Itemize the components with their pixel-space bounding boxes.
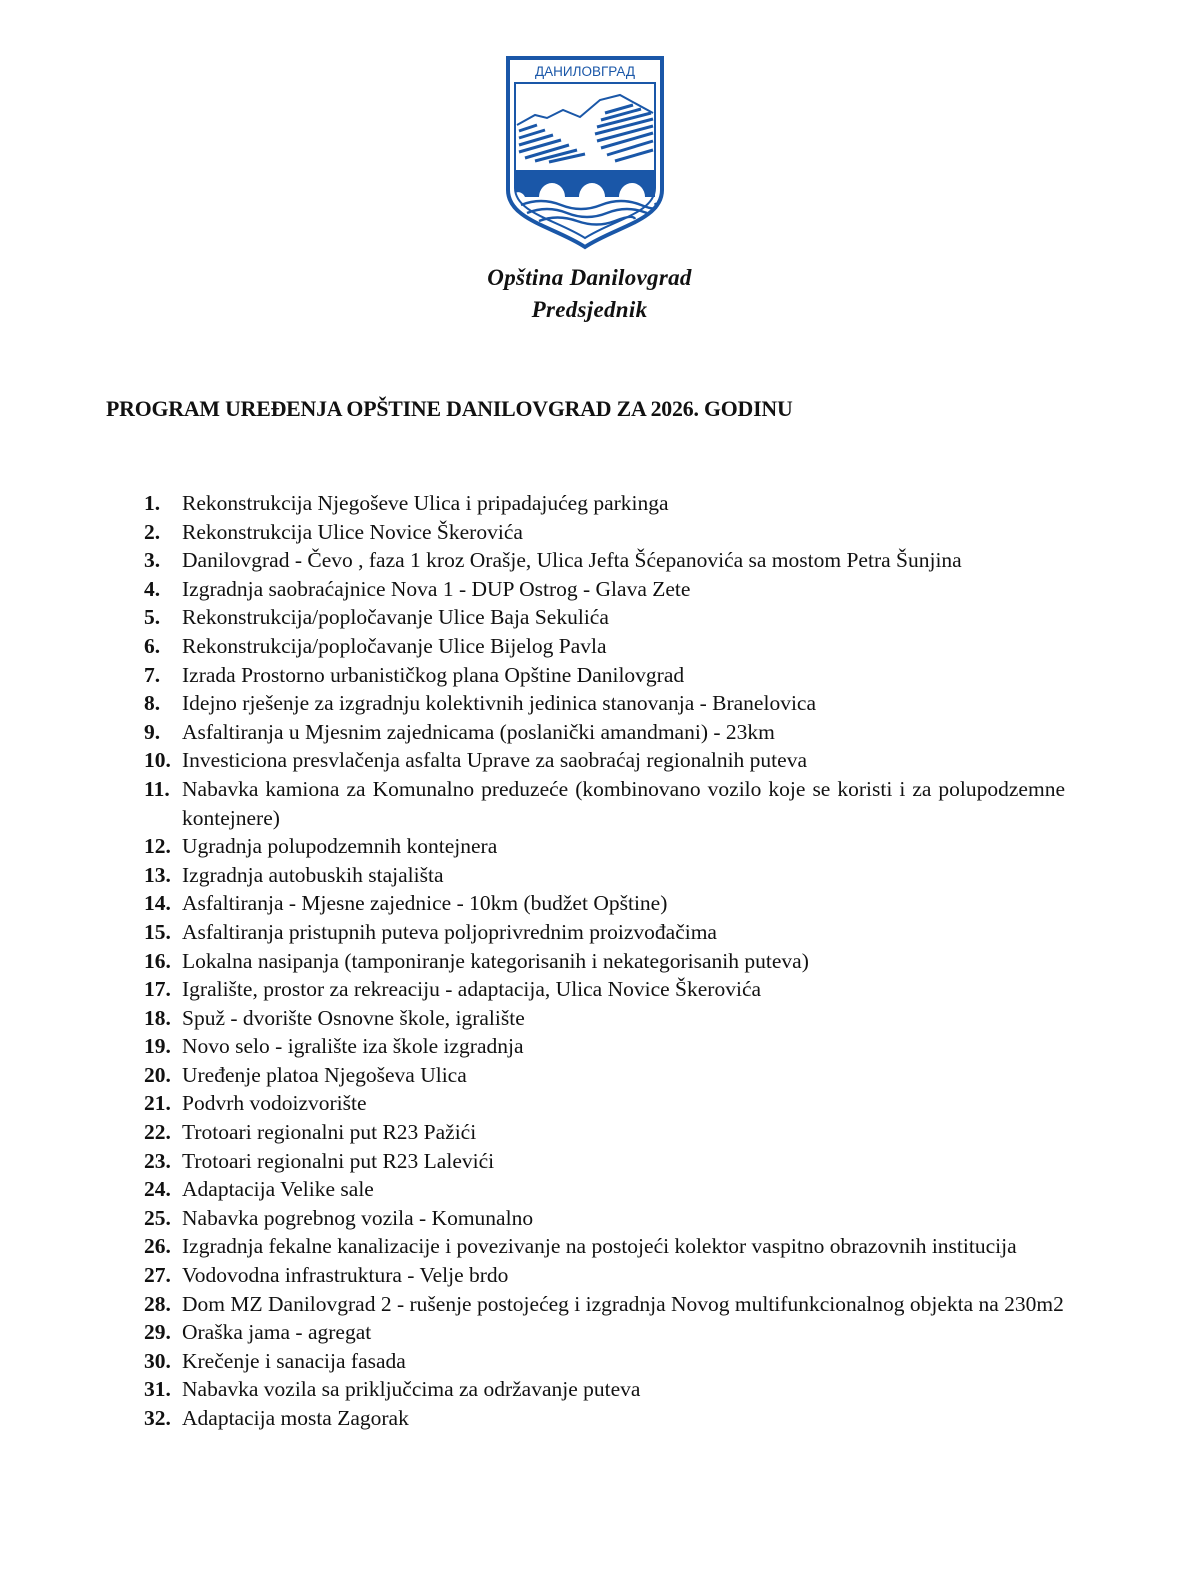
list-item [140, 1404, 1065, 1433]
list-item [140, 832, 1065, 861]
list-item-number: 3. [144, 548, 161, 573]
list-item-number: 10. [144, 748, 171, 773]
program-list [140, 489, 1065, 1433]
list-item-text: Ugradnja polupodzemnih kontejnera [182, 834, 498, 859]
list-item-number: 18. [144, 1005, 171, 1030]
list-item-number: 25. [144, 1205, 171, 1230]
list-item-number: 8. [144, 691, 161, 716]
list-item-text: Rekonstrukcija/popločavanje Ulice Baja Sekulića [182, 605, 609, 630]
list-item-number: 5. [144, 605, 161, 630]
list-item-text: Lokalna nasipanja (tamponiranje kategorisanih i nekategorisanih puteva) [182, 948, 809, 973]
list-item [140, 689, 1065, 718]
list-item-text: Izgradnja autobuskih stajališta [182, 862, 444, 887]
list-item-text: Nabavka vozila sa priključcima za održavanje puteva [182, 1377, 641, 1402]
list-item-number: 29. [144, 1320, 171, 1345]
list-item [140, 546, 1065, 575]
list-item [140, 1261, 1065, 1290]
list-item-number: 19. [144, 1034, 171, 1059]
list-item-text: Danilovgrad - Čevo , faza 1 kroz Orašje, Ulica Jefta Šćepanovića sa mostom Petra Šunjina [182, 548, 962, 573]
svg-text:ДАНИЛОВГРАД: ДАНИЛОВГРАД [535, 64, 635, 79]
list-item-text: Investiciona presvlačenja asfalta Uprave za saobraćaj regionalnih puteva [182, 748, 807, 773]
list-item [140, 1118, 1065, 1147]
list-item-number: 11. [144, 776, 170, 801]
list-item-text: Podvrh vodoizvorište [182, 1091, 367, 1116]
list-item [140, 1061, 1065, 1090]
list-item-number: 16. [144, 948, 171, 973]
list-item-text: Izrada Prostorno urbanističkog plana Opštine Danilovgrad [182, 662, 685, 687]
list-item-number: 30. [144, 1348, 171, 1373]
list-item-number: 1. [144, 491, 161, 515]
list-item-text: Nabavka kamiona za Komunalno preduzeće (kombinovano vozilo koje se koristi i za polupodzemne kontejnere) [182, 776, 1065, 830]
list-item-text: Spuž - dvorište Osnovne škole, igralište [182, 1005, 525, 1030]
list-item [140, 661, 1065, 690]
document-title: PROGRAM UREĐENJA OPŠTINE DANILOVGRAD ZA 2026. GODINU [106, 396, 793, 421]
list-item [140, 1004, 1065, 1033]
list-item [140, 1290, 1065, 1319]
list-item-number: 9. [144, 719, 161, 744]
list-item [140, 1147, 1065, 1176]
list-item-number: 2. [144, 519, 161, 544]
list-item [140, 1318, 1065, 1347]
list-item [140, 1089, 1065, 1118]
list-item-number: 14. [144, 891, 171, 916]
list-item-number: 13. [144, 862, 171, 887]
list-item-text: Novo selo - igralište iza škole izgradnja [182, 1034, 524, 1059]
list-item-text: Asfaltiranja pristupnih puteva poljoprivrednim proizvođačima [182, 919, 717, 944]
list-item-text: Adaptacija mosta Zagorak [182, 1406, 409, 1430]
list-item [140, 1347, 1065, 1376]
organization-heading [0, 262, 1179, 326]
list-item [140, 1175, 1065, 1204]
list-item-number: 4. [144, 576, 161, 601]
list-item [140, 632, 1065, 661]
danilovgrad-coat-of-arms-icon [505, 55, 665, 250]
list-item-text: Rekonstrukcija Ulice Novice Škerovića [182, 519, 523, 544]
list-item [140, 918, 1065, 947]
list-item [140, 1204, 1065, 1233]
list-item-text: Rekonstrukcija Njegoševe Ulica i pripadajućeg parkinga [182, 491, 669, 515]
list-item-text: Asfaltiranja - Mjesne zajednice - 10km (budžet Opštine) [182, 891, 668, 916]
office-name: Predsjednik [531, 297, 648, 322]
list-item-number: 12. [144, 834, 171, 859]
list-item-number: 24. [144, 1177, 171, 1202]
list-item-text: Rekonstrukcija/popločavanje Ulice Bijelog Pavla [182, 633, 607, 658]
list-item-text: Adaptacija Velike sale [182, 1177, 374, 1202]
list-item [140, 718, 1065, 747]
list-item-number: 28. [144, 1291, 171, 1316]
list-item [140, 1032, 1065, 1061]
list-item-text: Igralište, prostor za rekreaciju - adaptacija, Ulica Novice Škerovića [182, 977, 762, 1002]
list-item-number: 32. [144, 1406, 171, 1430]
list-item [140, 889, 1065, 918]
list-item-number: 20. [144, 1062, 171, 1087]
list-item-number: 26. [144, 1234, 171, 1259]
list-item-text: Uređenje platoa Njegoševa Ulica [182, 1062, 467, 1087]
list-item-number: 17. [144, 977, 171, 1002]
list-item [140, 861, 1065, 890]
list-item [140, 1375, 1065, 1404]
list-item-text: Idejno rješenje za izgradnju kolektivnih jedinica stanovanja - Branelovica [182, 691, 817, 716]
list-item-text: Vodovodna infrastruktura - Velje brdo [182, 1263, 509, 1288]
list-item-text: Izgradnja saobraćajnice Nova 1 - DUP Ostrog - Glava Zete [182, 576, 691, 601]
list-item [140, 975, 1065, 1004]
list-item [140, 518, 1065, 547]
list-item-number: 7. [144, 662, 161, 687]
list-item-text: Oraška jama - agregat [182, 1320, 372, 1345]
list-item-number: 15. [144, 919, 171, 944]
list-item-text: Dom MZ Danilovgrad 2 - rušenje postojećeg i izgradnja Novog multifunkcionalnog objekta na 230m2 [182, 1291, 1064, 1316]
list-item-text: Nabavka pogrebnog vozila - Komunalno [182, 1205, 534, 1230]
list-item-number: 23. [144, 1148, 171, 1173]
list-item-number: 31. [144, 1377, 171, 1402]
organization-name: Opština Danilovgrad [487, 265, 692, 290]
list-item [140, 1232, 1065, 1261]
list-item-text: Krečenje i sanacija fasada [182, 1348, 406, 1373]
list-item [140, 489, 1065, 518]
list-item-text: Trotoari regionalni put R23 Lalevići [182, 1148, 495, 1173]
list-item [140, 603, 1065, 632]
list-item [140, 575, 1065, 604]
list-item-text: Trotoari regionalni put R23 Pažići [182, 1120, 477, 1145]
list-item [140, 947, 1065, 976]
list-item-number: 21. [144, 1091, 171, 1116]
list-item [140, 775, 1065, 832]
list-item-text: Izgradnja fekalne kanalizacije i povezivanje na postojeći kolektor vaspitno obrazovnih institucija [182, 1234, 1017, 1259]
list-item-number: 27. [144, 1263, 171, 1288]
list-item [140, 746, 1065, 775]
list-item-text: Asfaltiranja u Mjesnim zajednicama (poslanički amandmani) - 23km [182, 719, 775, 744]
list-item-number: 22. [144, 1120, 171, 1145]
list-item-number: 6. [144, 633, 161, 658]
